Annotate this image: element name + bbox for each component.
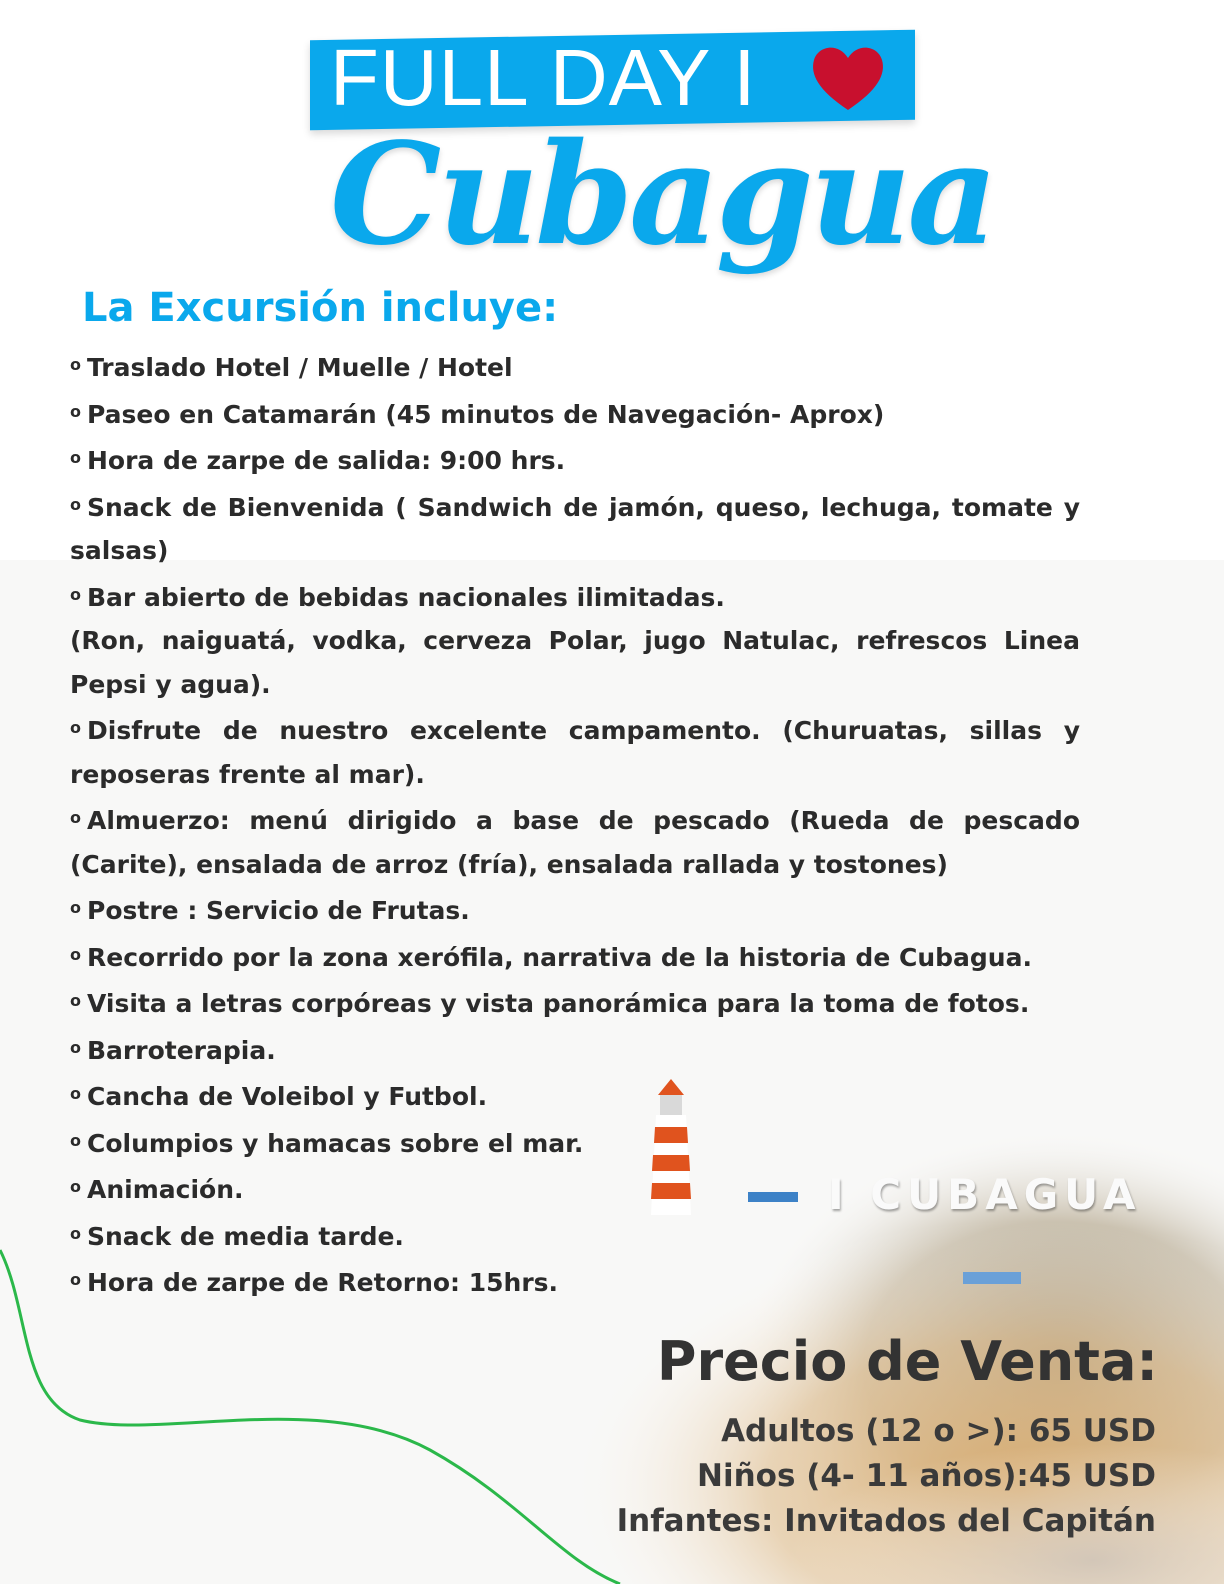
price-title: Precio de Venta:: [656, 1330, 1158, 1393]
list-item: $^o$ Traslado Hotel / Muelle / Hotel: [70, 353, 513, 382]
list-item: $^o$ Snack de media tarde.: [70, 1221, 404, 1251]
heart-icon: [808, 38, 888, 118]
banner-title: FULL DAY I: [330, 33, 757, 122]
list-item: $^o$ Hora de zarpe de salida: 9:00 hrs.: [70, 446, 566, 475]
price-children: Niños (4- 11 años):45 USD: [697, 1458, 1156, 1494]
list-item: $^o$ Bar abierto de bebidas nacionales ilimitadas.: [70, 582, 725, 612]
included-list: [70, 343, 1080, 1305]
list-item: $^o$ Almuerzo: menú dirigido a base de pescado (Rueda de pescado (Carite), ensalada de arroz (fría), ensalada rallada y tostones): [70, 806, 1080, 879]
list-item: $^o$ Disfrute de nuestro excelente campamento. (Churuatas, sillas y reposeras frente al mar).: [70, 716, 1080, 789]
list-item: $^o$ Columpios y hamacas sobre el mar.: [70, 1128, 584, 1158]
price-adults: Adultos (12 o >): 65 USD: [721, 1413, 1156, 1449]
photo-sign: I CUBAGUA: [828, 1170, 1142, 1219]
list-item: $^o$ Visita a letras corpóreas y vista panorámica para la toma de fotos.: [70, 989, 1030, 1018]
list-item: $^o$ Hora de zarpe de Retorno: 15hrs.: [70, 1268, 559, 1297]
list-item: $^o$ Cancha de Voleibol y Futbol.: [70, 1082, 488, 1111]
section-title: La Excursión incluye:: [82, 285, 559, 331]
drinks-note: (Ron, naiguatá, vodka, cerveza Polar, jugo Natulac, refrescos Linea Pepsi y agua).: [70, 626, 1080, 699]
list-item: $^o$ Paseo en Catamarán (45 minutos de Navegación- Aprox): [70, 399, 885, 429]
script-title: Cubagua: [330, 113, 995, 277]
list-item: $^o$ Postre : Servicio de Frutas.: [70, 896, 470, 925]
list-item: $^o$ Snack de Bienvenida ( Sandwich de jamón, queso, lechuga, tomate y salsas): [70, 492, 1080, 565]
price-infants: Infantes: Invitados del Capitán: [616, 1503, 1156, 1539]
list-item: $^o$ Recorrido por la zona xerófila, narrativa de la historia de Cubagua.: [70, 942, 1032, 972]
list-item: $^o$ Animación.: [70, 1175, 244, 1204]
list-item: $^o$ Barroterapia.: [70, 1035, 276, 1065]
